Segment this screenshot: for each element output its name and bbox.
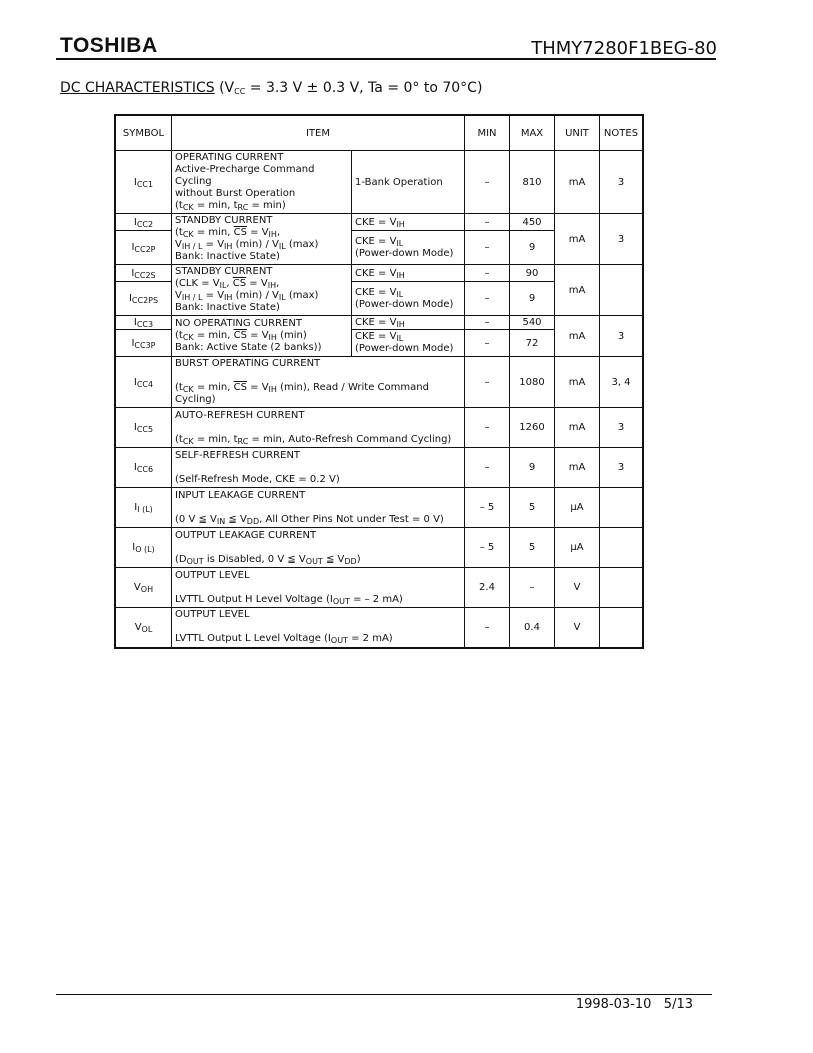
table-row bbox=[115, 151, 643, 214]
item-cell: STANDBY CURRENT ($CLK = V_{IL}$, $\overline{CS} = V_{IH}$, $V_{IH / L} = V_{IH}$ $(\min) / V_{IL}$ (max) Bank: Inactive State) bbox=[172, 265, 352, 316]
condition-cell: CKE = $V_{IH}$ bbox=[352, 214, 465, 231]
min-cell: – bbox=[465, 231, 510, 265]
symbol-cell: $I_{CC2}$ bbox=[115, 214, 172, 231]
unit-cell: V bbox=[555, 608, 600, 648]
table-row bbox=[115, 357, 643, 408]
notes-cell bbox=[600, 265, 644, 316]
max-cell: 72 bbox=[510, 330, 555, 357]
min-cell: – bbox=[465, 608, 510, 648]
item-cell: OUTPUT LEAKAGE CURRENT ($D_{OUT}$ is Disabled, 0 V ≦ $V_{OUT}$ ≦ $V_{DD}$) bbox=[172, 528, 465, 568]
min-cell: 2.4 bbox=[465, 568, 510, 608]
max-cell: 9 bbox=[510, 448, 555, 488]
min-cell: – bbox=[465, 408, 510, 448]
condition-cell: CKE = $V_{IH}$ bbox=[352, 316, 465, 330]
min-cell: – bbox=[465, 214, 510, 231]
max-cell: 5 bbox=[510, 528, 555, 568]
table-row bbox=[115, 448, 643, 488]
max-cell: 810 bbox=[510, 151, 555, 214]
header-rule bbox=[56, 58, 716, 60]
min-cell: – 5 bbox=[465, 488, 510, 528]
table-row bbox=[115, 528, 643, 568]
section-title-text: DC CHARACTERISTICS bbox=[60, 80, 215, 96]
symbol-cell: $I_{CC4}$ bbox=[115, 357, 172, 408]
condition-cell: CKE = $V_{IL}$ (Power-down Mode) bbox=[352, 282, 465, 316]
footer-date: 1998-03-10 bbox=[575, 997, 652, 1012]
symbol-cell: $I_{CC5}$ bbox=[115, 408, 172, 448]
notes-cell bbox=[600, 568, 644, 608]
unit-cell: mA bbox=[555, 151, 600, 214]
min-cell: – bbox=[465, 448, 510, 488]
item-cell: NO OPERATING CURRENT ($t_{CK} = \min$, $\overline{CS} = V_{IH}$ (min) Bank: Active State (2 banks)) bbox=[172, 316, 352, 357]
col-symbol: SYMBOL bbox=[115, 115, 172, 151]
unit-cell: V bbox=[555, 568, 600, 608]
notes-cell: 3, 4 bbox=[600, 357, 644, 408]
item-cell: SELF-REFRESH CURRENT (Self-Refresh Mode, CKE = 0.2 V) bbox=[172, 448, 465, 488]
company-logo: TOSHIBA bbox=[60, 34, 158, 57]
footer-rule bbox=[56, 994, 712, 995]
max-cell: – bbox=[510, 568, 555, 608]
unit-cell: mA bbox=[555, 448, 600, 488]
max-cell: 90 bbox=[510, 265, 555, 282]
item-cell: OUTPUT LEVEL LVTTL Output H Level Voltage ($I_{OUT}$ = – 2 mA) bbox=[172, 568, 465, 608]
col-max: MAX bbox=[510, 115, 555, 151]
symbol-cell: $I_{I (L)}$ bbox=[115, 488, 172, 528]
notes-cell: 3 bbox=[600, 214, 644, 265]
table-row bbox=[115, 316, 643, 330]
table-row bbox=[115, 265, 643, 282]
min-cell: – bbox=[465, 265, 510, 282]
min-cell: – 5 bbox=[465, 528, 510, 568]
section-title bbox=[60, 80, 482, 96]
notes-cell bbox=[600, 608, 644, 648]
page-footer bbox=[576, 997, 693, 1012]
max-cell: 1260 bbox=[510, 408, 555, 448]
col-min: MIN bbox=[465, 115, 510, 151]
unit-cell: mA bbox=[555, 214, 600, 265]
table-row bbox=[115, 214, 643, 231]
table-header-row bbox=[115, 115, 643, 151]
condition-cell: CKE = $V_{IL}$ (Power-down Mode) bbox=[352, 231, 465, 265]
min-cell: – bbox=[465, 330, 510, 357]
unit-cell: μA bbox=[555, 528, 600, 568]
notes-cell: 3 bbox=[600, 448, 644, 488]
notes-cell: 3 bbox=[600, 316, 644, 357]
item-cell: BURST OPERATING CURRENT ($t_{CK} = \min$, $\overline{CS} = V_{IH}$ (min), Read / Write Command Cycling) bbox=[172, 357, 465, 408]
max-cell: 0.4 bbox=[510, 608, 555, 648]
table-row bbox=[115, 408, 643, 448]
table-row bbox=[115, 488, 643, 528]
notes-cell: 3 bbox=[600, 151, 644, 214]
symbol-cell: $I_{CC3}$ bbox=[115, 316, 172, 330]
symbol-cell: $I_{CC1}$ bbox=[115, 151, 172, 214]
symbol-cell: $V_{OH}$ bbox=[115, 568, 172, 608]
unit-cell: mA bbox=[555, 265, 600, 316]
table-row bbox=[115, 608, 643, 648]
col-item: ITEM bbox=[172, 115, 465, 151]
symbol-cell: $I_{CC2PS}$ bbox=[115, 282, 172, 316]
max-cell: 1080 bbox=[510, 357, 555, 408]
footer-page-number: 5/13 bbox=[663, 997, 693, 1012]
condition-cell: 1-Bank Operation bbox=[352, 151, 465, 214]
section-conditions: ($V_{CC} = 3.3$ V ± 0.3 V, Ta = 0° to 70°C) bbox=[219, 80, 483, 96]
unit-cell: mA bbox=[555, 316, 600, 357]
max-cell: 450 bbox=[510, 214, 555, 231]
max-cell: 5 bbox=[510, 488, 555, 528]
item-cell: OUTPUT LEVEL LVTTL Output L Level Voltage ($I_{OUT} = 2$ mA) bbox=[172, 608, 465, 648]
symbol-cell: $I_{O (L)}$ bbox=[115, 528, 172, 568]
dc-characteristics-table bbox=[114, 114, 644, 649]
min-cell: – bbox=[465, 357, 510, 408]
condition-cell: CKE = $V_{IH}$ bbox=[352, 265, 465, 282]
item-cell: AUTO-REFRESH CURRENT ($t_{CK} = \min$, $t_{RC} = \min$, Auto-Refresh Command Cycling) bbox=[172, 408, 465, 448]
max-cell: 540 bbox=[510, 316, 555, 330]
unit-cell: mA bbox=[555, 408, 600, 448]
notes-cell: 3 bbox=[600, 408, 644, 448]
max-cell: 9 bbox=[510, 231, 555, 265]
symbol-cell: $I_{CC6}$ bbox=[115, 448, 172, 488]
min-cell: – bbox=[465, 316, 510, 330]
col-unit: UNIT bbox=[555, 115, 600, 151]
notes-cell bbox=[600, 528, 644, 568]
table-row bbox=[115, 568, 643, 608]
unit-cell: mA bbox=[555, 357, 600, 408]
symbol-cell: $V_{OL}$ bbox=[115, 608, 172, 648]
max-cell: 9 bbox=[510, 282, 555, 316]
condition-cell: CKE = $V_{IL}$ (Power-down Mode) bbox=[352, 330, 465, 357]
unit-cell: μA bbox=[555, 488, 600, 528]
symbol-cell: $I_{CC2P}$ bbox=[115, 231, 172, 265]
col-notes: NOTES bbox=[600, 115, 644, 151]
symbol-cell: $I_{CC3P}$ bbox=[115, 330, 172, 357]
item-cell: OPERATING CURRENT Active-Precharge Command Cycling without Burst Operation ($t_{CK} = \min$, $t_{RC} = \min$) bbox=[172, 151, 352, 214]
min-cell: – bbox=[465, 282, 510, 316]
item-cell: STANDBY CURRENT ($t_{CK} = \min$, $\overline{CS} = V_{IH}$, $V_{IH / L} = V_{IH}$ $(\min) / V_{IL}$ (max) Bank: Inactive State) bbox=[172, 214, 352, 265]
notes-cell bbox=[600, 488, 644, 528]
symbol-cell: $I_{CC2S}$ bbox=[115, 265, 172, 282]
item-cell: INPUT LEAKAGE CURRENT (0 V ≦ $V_{IN}$ ≦ $V_{DD}$, All Other Pins Not under Test = 0 V) bbox=[172, 488, 465, 528]
part-number: THMY7280F1BEG-80 bbox=[531, 38, 717, 59]
min-cell: – bbox=[465, 151, 510, 214]
